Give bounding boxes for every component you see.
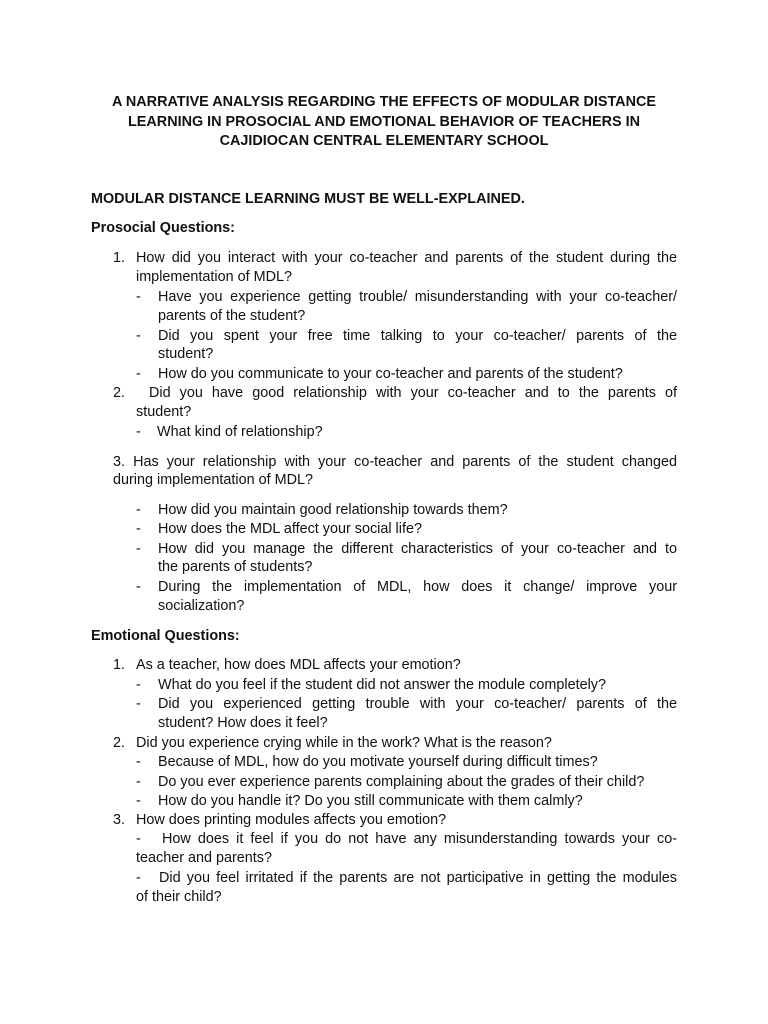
emotional-q2-line1: Did you experience crying while in the work? What is the reason? — [136, 735, 552, 751]
title-line-3: CAJIDIOCAN CENTRAL ELEMENTARY SCHOOL — [219, 133, 549, 149]
prosocial-q1-sub1-line1: Have you experience getting trouble/ misunderstanding with your co-teacher/ — [158, 289, 677, 305]
bullet-dash: - — [136, 831, 141, 847]
emotional-q3-line1: How does printing modules affects you emotion? — [136, 812, 447, 828]
prosocial-q3-sub2: How does the MDL affect your social life? — [158, 521, 422, 537]
bullet-dash: - — [136, 579, 141, 595]
bullet-dash: - — [136, 754, 141, 770]
emotional-q2-number: 2. — [113, 735, 126, 751]
emotional-q2-sub1: Because of MDL, how do you motivate yourself during difficult times? — [158, 754, 598, 770]
prosocial-q3-line2: during implementation of MDL? — [113, 472, 313, 488]
prosocial-q1-sub2-line1: Did you spent your free time talking to your co-teacher/ parents of the — [158, 328, 677, 344]
emotional-q1-number: 1. — [113, 657, 126, 673]
prosocial-q3-sub3-line2: the parents of students? — [158, 559, 313, 575]
emotional-q3-sub2-line1: Did you feel irritated if the parents are not participative in getting the modules — [159, 870, 677, 886]
bullet-dash: - — [136, 424, 141, 440]
emotional-heading: Emotional Questions: — [91, 628, 240, 644]
prosocial-q1-line2: implementation of MDL? — [136, 269, 292, 285]
bullet-dash: - — [136, 521, 141, 537]
prosocial-q3-sub1: How did you maintain good relationship towards them? — [158, 502, 508, 518]
section-heading: MODULAR DISTANCE LEARNING MUST BE WELL-EXPLAINED. — [91, 191, 525, 207]
bullet-dash: - — [136, 502, 141, 518]
emotional-q3-sub1-line2: teacher and parents? — [136, 850, 273, 866]
document-title — [80, 93, 688, 152]
bullet-dash: - — [136, 677, 141, 693]
prosocial-q2-sub1: What kind of relationship? — [157, 424, 323, 440]
prosocial-q3-line1: 3. Has your relationship with your co-teacher and parents of the student changed — [113, 454, 677, 470]
prosocial-q3-sub4-line2: socialization? — [158, 598, 245, 614]
bullet-dash: - — [136, 366, 141, 382]
emotional-q1-sub2-line2: student? How does it feel? — [158, 715, 328, 731]
bullet-dash: - — [136, 870, 141, 886]
prosocial-q1-line1: How did you interact with your co-teacher and parents of the student during the — [136, 250, 677, 266]
prosocial-heading: Prosocial Questions: — [91, 220, 235, 236]
bullet-dash: - — [136, 774, 141, 790]
prosocial-q1-sub2-line2: student? — [158, 346, 214, 362]
emotional-q3-number: 3. — [113, 812, 126, 828]
emotional-q3-sub2-line2: of their child? — [136, 889, 222, 905]
title-line-2: LEARNING IN PROSOCIAL AND EMOTIONAL BEHAVIOR OF TEACHERS IN — [128, 113, 640, 130]
prosocial-q3-sub4-line1: During the implementation of MDL, how does it change/ improve your — [158, 579, 677, 595]
bullet-dash: - — [136, 328, 141, 344]
prosocial-q1-sub3: How do you communicate to your co-teacher and parents of the student? — [158, 366, 623, 382]
prosocial-q1-number: 1. — [113, 250, 126, 266]
emotional-q3-sub1-line1: How does it feel if you do not have any misunderstanding towards your co- — [162, 831, 677, 847]
bullet-dash: - — [136, 541, 141, 557]
bullet-dash: - — [136, 793, 141, 809]
emotional-q1-sub2-line1: Did you experienced getting trouble with your co-teacher/ parents of the — [158, 696, 677, 712]
prosocial-q2-line1: Did you have good relationship with your co-teacher and to the parents of — [149, 385, 677, 401]
emotional-q1-line1: As a teacher, how does MDL affects your emotion? — [136, 657, 461, 673]
prosocial-q3-sub3-line1: How did you manage the different characteristics of your co-teacher and to — [158, 541, 677, 557]
prosocial-q2-line2: student? — [136, 404, 192, 420]
emotional-q2-sub3: How do you handle it? Do you still communicate with them calmly? — [158, 793, 583, 809]
bullet-dash: - — [136, 289, 141, 305]
title-line-1: A NARRATIVE ANALYSIS REGARDING THE EFFECTS OF MODULAR DISTANCE — [112, 94, 656, 110]
prosocial-q2-number: 2. — [113, 385, 126, 401]
emotional-q1-sub1: What do you feel if the student did not answer the module completely? — [158, 677, 606, 693]
emotional-q2-sub2: Do you ever experience parents complaining about the grades of their child? — [158, 774, 645, 790]
bullet-dash: - — [136, 696, 141, 712]
prosocial-q1-sub1-line2: parents of the student? — [158, 308, 306, 324]
